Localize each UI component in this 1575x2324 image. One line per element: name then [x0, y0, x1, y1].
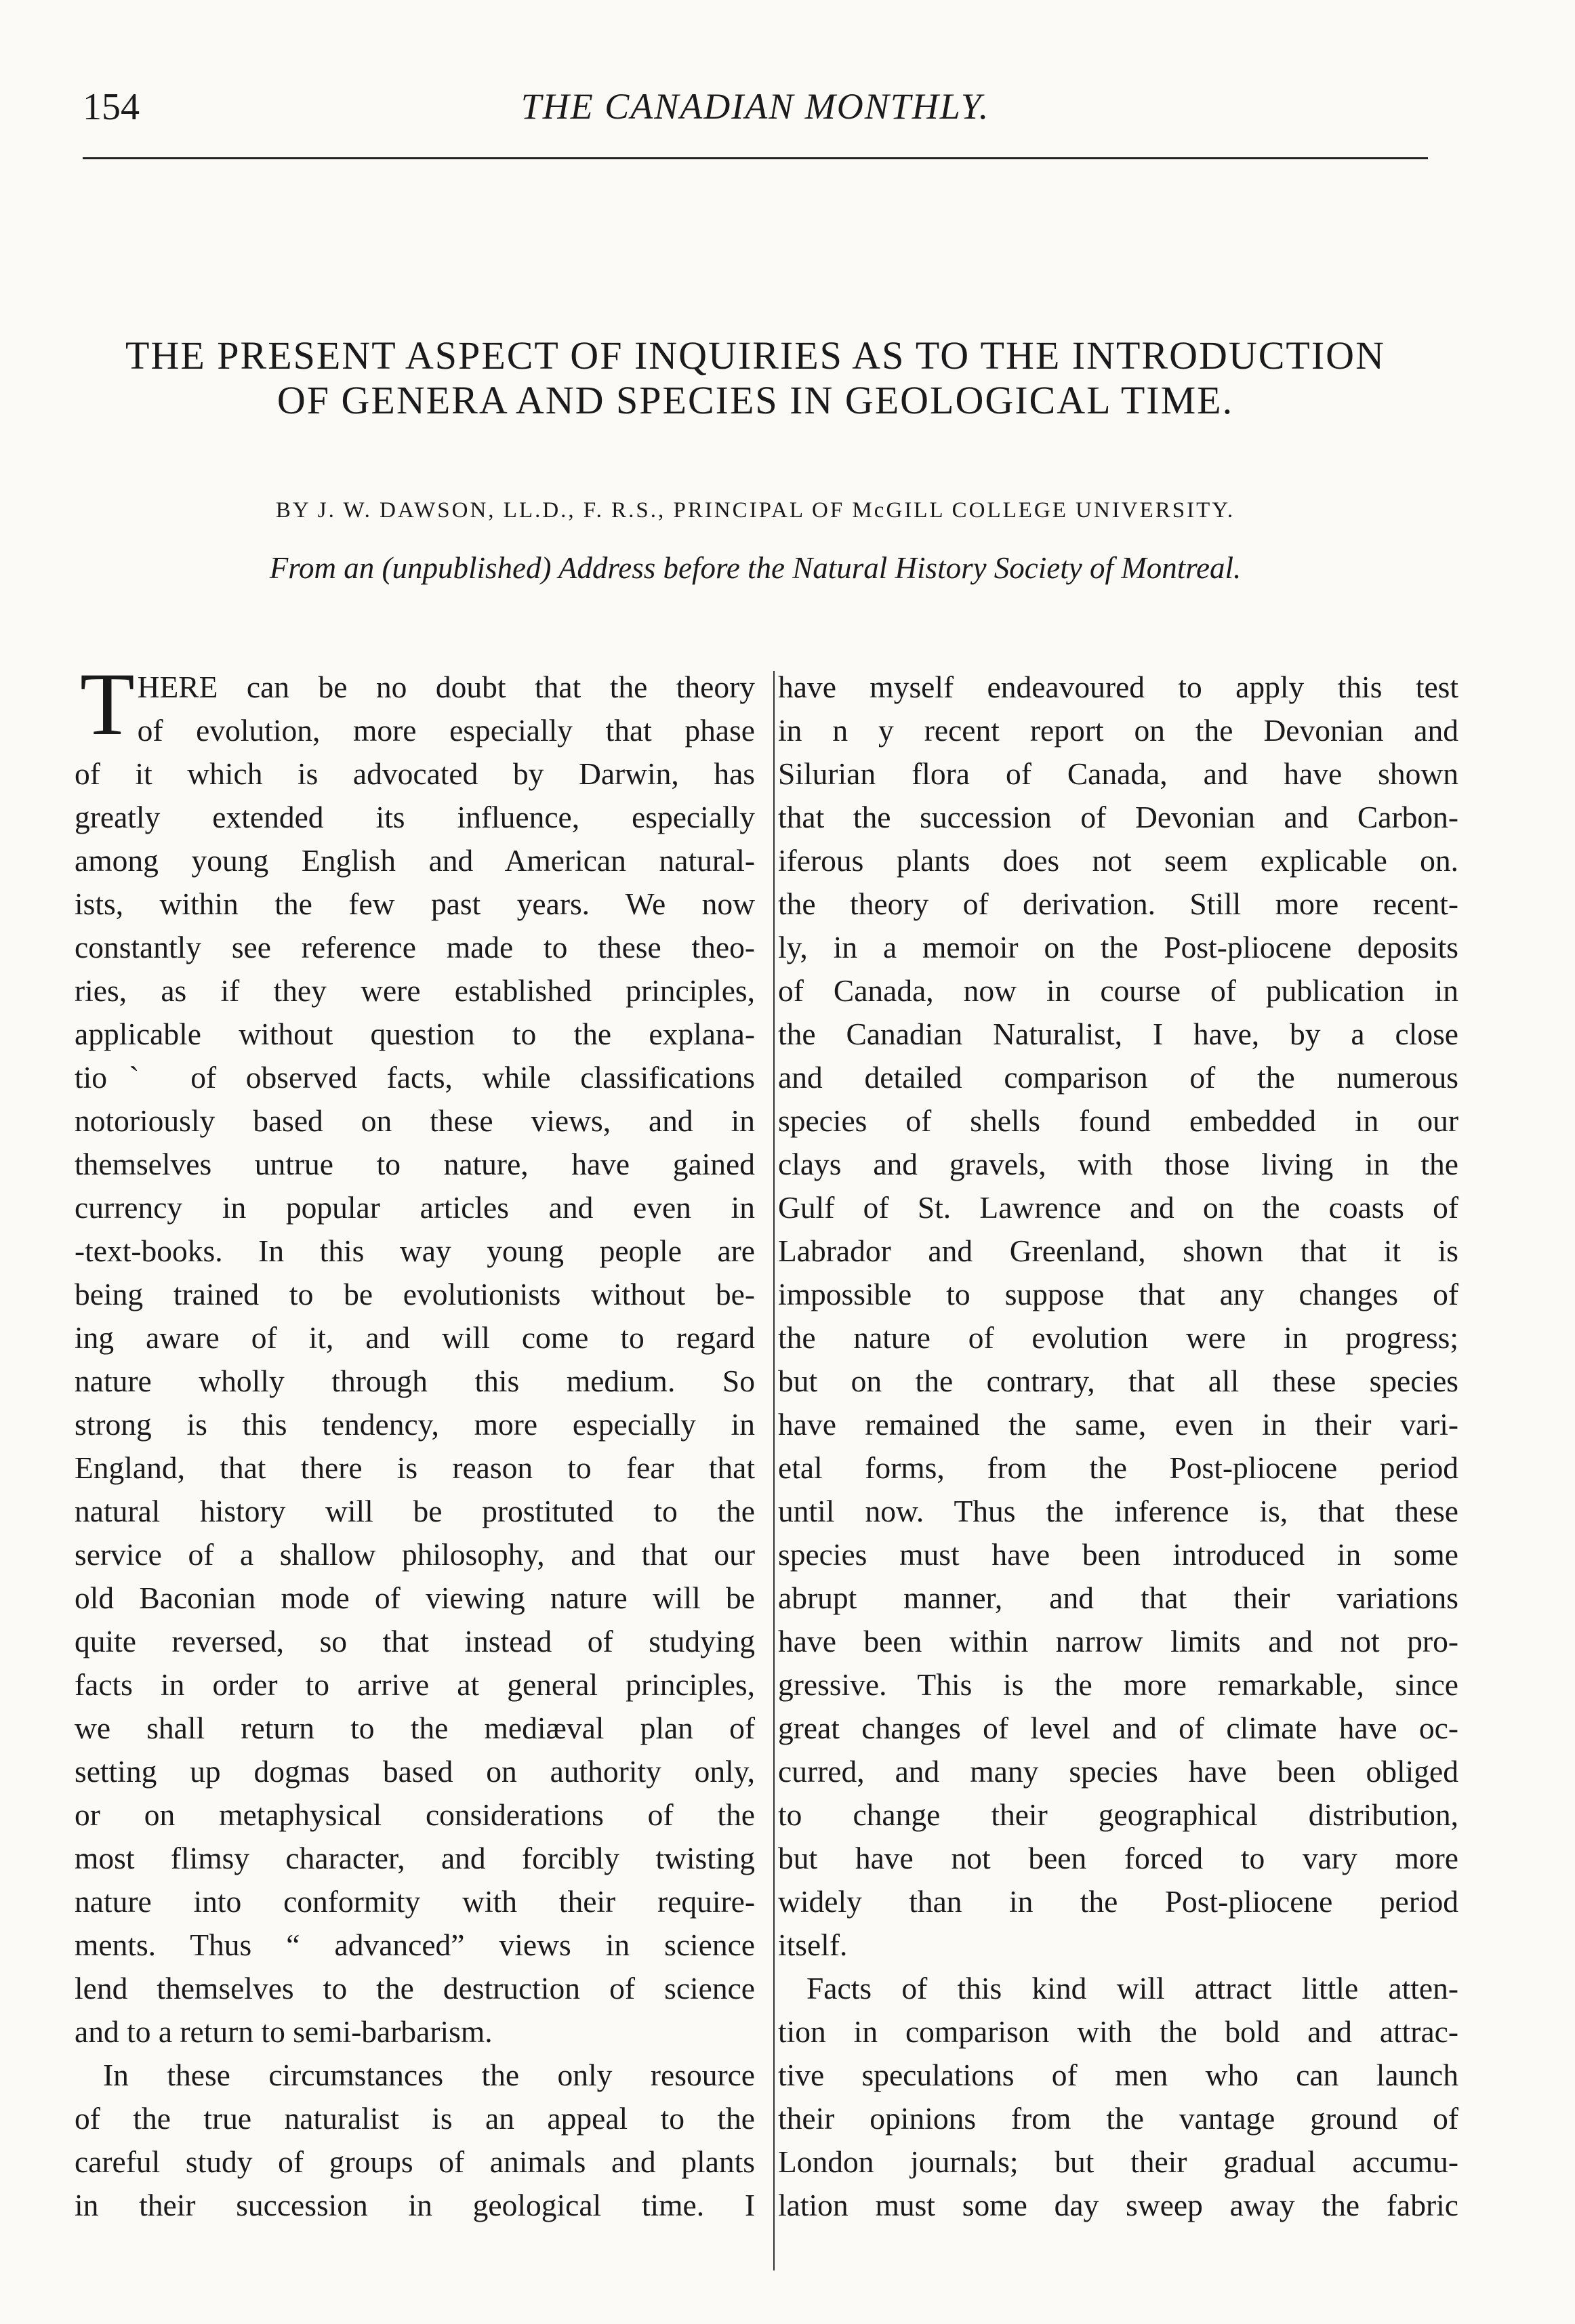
text-line: ing aware of it, and will come to regard — [75, 1320, 755, 1355]
text-line: abrupt manner, and that their variations — [778, 1581, 1458, 1615]
text-line: England, that there is reason to fear that — [75, 1450, 755, 1485]
text-line: gressive. This is the more remarkable, since — [778, 1667, 1458, 1702]
text-line: great changes of level and of climate have oc- — [778, 1711, 1458, 1745]
text-line: service of a shallow philosophy, and that our — [75, 1537, 755, 1572]
text-line: ments. Thus “ advanced” views in science — [75, 1928, 755, 1962]
text-line: the Canadian Naturalist, I have, by a close — [778, 1017, 1458, 1051]
text-line: have been within narrow limits and not pro- — [778, 1624, 1458, 1658]
text-line: strong is this tendency, more especially in — [75, 1407, 755, 1442]
text-line: careful study of groups of animals and plants — [75, 2144, 755, 2179]
text-line: but on the contrary, that all these species — [778, 1364, 1458, 1398]
text-line: species must have been introduced in some — [778, 1537, 1458, 1572]
page-number: 154 — [83, 86, 140, 128]
text-line: their opinions from the vantage ground of — [778, 2101, 1458, 2136]
text-line: tioˋ of observed facts, while classifications — [75, 1060, 755, 1095]
page-header — [83, 80, 1428, 134]
text-line: the theory of derivation. Still more recent- — [778, 886, 1458, 921]
source-note: From an (unpublished) Address before the Natural History Society of Montreal. — [269, 551, 1242, 585]
text-line: and detailed comparison of the numerous — [778, 1060, 1458, 1095]
text-line: -text-books. In this way young people are — [75, 1234, 755, 1268]
text-line: Gulf of St. Lawrence and on the coasts of — [778, 1190, 1458, 1225]
drop-cap: T — [80, 654, 135, 754]
text-line: iferous plants does not seem explicable on. — [778, 843, 1458, 878]
text-line: until now. Thus the inference is, that these — [778, 1494, 1458, 1528]
text-line: etal forms, from the Post-pliocene period — [778, 1450, 1458, 1485]
text-line: tion in comparison with the bold and attrac- — [778, 2014, 1458, 2049]
text-line: to change their geographical distribution, — [778, 1797, 1458, 1832]
text-line: nature wholly through this medium. So — [75, 1364, 755, 1398]
text-line: nature into conformity with their require- — [75, 1884, 755, 1919]
text-line: that the succession of Devonian and Carbon- — [778, 800, 1458, 834]
text-line: Labrador and Greenland, shown that it is — [778, 1234, 1458, 1268]
text-line: currency in popular articles and even in — [75, 1190, 755, 1225]
text-line: of it which is advocated by Darwin, has — [75, 756, 755, 791]
text-line: old Baconian mode of viewing nature will be — [75, 1581, 755, 1615]
text-line: we shall return to the mediæval plan of — [75, 1711, 755, 1745]
text-line: species of shells found embedded in our — [778, 1103, 1458, 1138]
text-line: In these circumstances the only resource — [103, 2058, 755, 2092]
text-line: widely than in the Post-pliocene period — [778, 1884, 1458, 1919]
text-line: Facts of this kind will attract little atten- — [806, 1971, 1458, 2005]
text-line: tive speculations of men who can launch — [778, 2058, 1458, 2092]
left-column — [75, 654, 755, 2227]
text-line: most flimsy character, and forcibly twisting — [75, 1841, 755, 1875]
text-line: the nature of evolution were in progress; — [778, 1320, 1458, 1355]
text-line: or on metaphysical considerations of the — [75, 1797, 755, 1832]
text-line: natural history will be prostituted to the — [75, 1494, 755, 1528]
text-line: London journals; but their gradual accumu- — [778, 2144, 1458, 2179]
text-line: in n y recent report on the Devonian and — [778, 713, 1458, 748]
header-rule — [83, 157, 1428, 159]
column-divider — [773, 671, 775, 2270]
text-line: HERE can be no doubt that the theory — [137, 670, 755, 704]
text-line: of evolution, more especially that phase — [137, 713, 755, 748]
text-line: have remained the same, even in their vari- — [778, 1407, 1458, 1442]
text-line: curred, and many species have been obliged — [778, 1754, 1458, 1789]
text-line: of Canada, now in course of publication in — [778, 973, 1458, 1008]
text-line: ly, in a memoir on the Post-pliocene deposits — [778, 930, 1458, 964]
text-line: lation must some day sweep away the fabric — [778, 2188, 1458, 2222]
text-line: notoriously based on these views, and in — [75, 1103, 755, 1138]
byline: BY J. W. DAWSON, LL.D., F. R.S., PRINCIPAL OF McGILL COLLEGE UNIVERSITY. — [275, 498, 1235, 523]
text-line: greatly extended its influence, especially — [75, 800, 755, 834]
text-line: facts in order to arrive at general principles, — [75, 1667, 755, 1702]
text-line: impossible to suppose that any changes of — [778, 1277, 1458, 1311]
text-line: setting up dogmas based on authority only, — [75, 1754, 755, 1789]
article-title-line: OF GENERA AND SPECIES IN GEOLOGICAL TIME. — [277, 378, 1234, 422]
running-title: THE CANADIAN MONTHLY. — [520, 86, 990, 127]
text-line: themselves untrue to nature, have gained — [75, 1147, 755, 1181]
text-line: quite reversed, so that instead of studying — [75, 1624, 755, 1658]
text-line: applicable without question to the explana- — [75, 1017, 755, 1051]
text-line: lend themselves to the destruction of science — [75, 1971, 755, 2005]
article-title — [83, 333, 1428, 423]
text-line: itself. — [778, 1928, 848, 1962]
text-line: and to a return to semi-barbarism. — [75, 2014, 493, 2049]
text-line: ists, within the few past years. We now — [75, 886, 755, 921]
text-line: in their succession in geological time. I — [75, 2188, 755, 2222]
right-column — [778, 666, 1458, 2227]
text-line: clays and gravels, with those living in the — [778, 1147, 1458, 1181]
text-line: have myself endeavoured to apply this test — [778, 670, 1458, 704]
text-line: being trained to be evolutionists without be- — [75, 1277, 755, 1311]
text-line: ries, as if they were established principles, — [75, 973, 755, 1008]
text-line: constantly see reference made to these theo- — [75, 930, 755, 964]
article-title-line: THE PRESENT ASPECT OF INQUIRIES AS TO THE INTRODUCTION — [125, 333, 1385, 378]
text-line: but have not been forced to vary more — [778, 1841, 1458, 1875]
text-line: among young English and American natural- — [75, 843, 755, 878]
text-line: Silurian flora of Canada, and have shown — [778, 756, 1458, 791]
text-line: of the true naturalist is an appeal to the — [75, 2101, 755, 2136]
